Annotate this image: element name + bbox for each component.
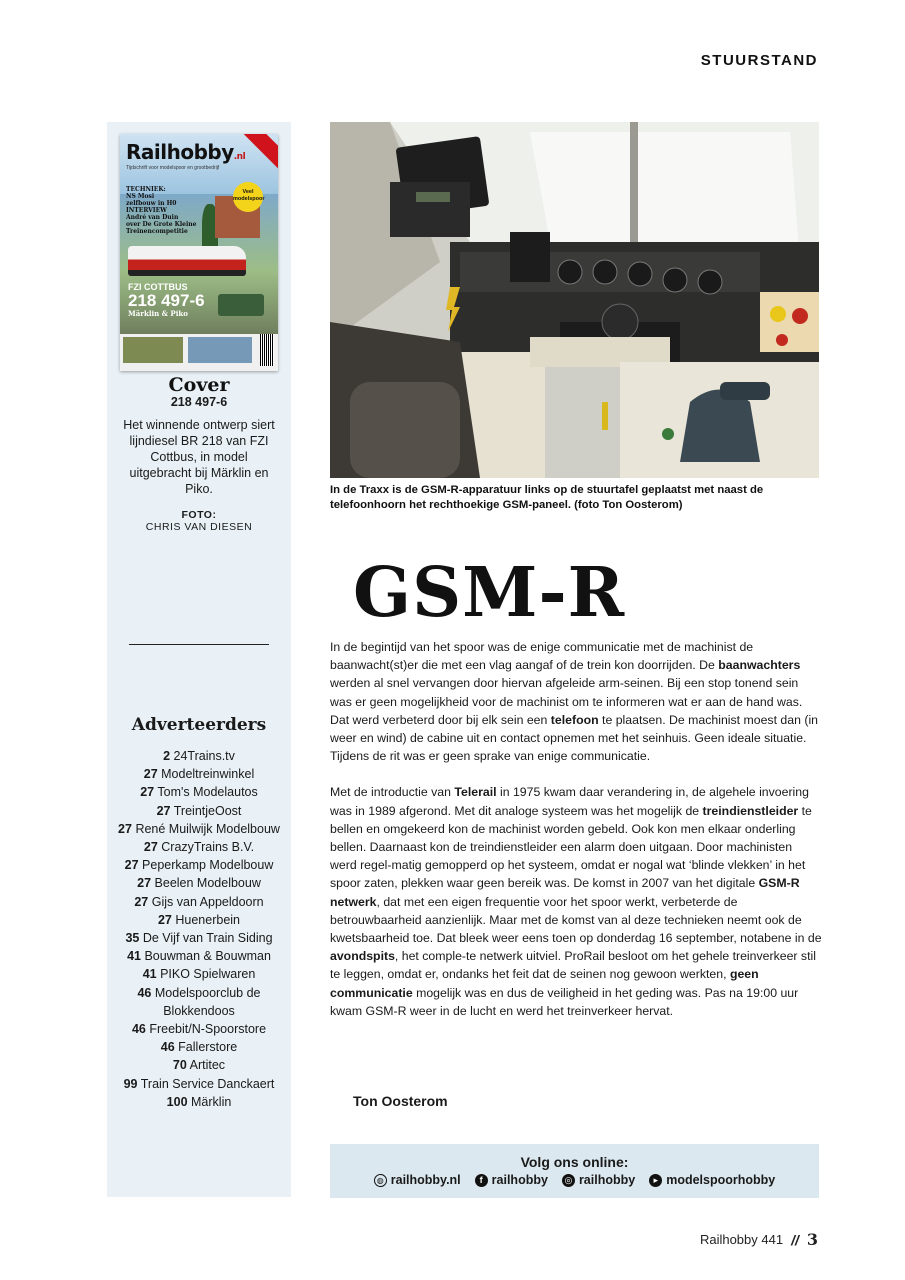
- article-author: Ton Oosterom: [353, 1093, 448, 1109]
- youtube-icon: ▸: [649, 1174, 662, 1187]
- article-headline: GSM-R: [353, 553, 626, 633]
- page-footer: [700, 1230, 818, 1249]
- cover-sticker: Veel modelspoor: [233, 182, 263, 212]
- page-number: 3: [806, 1230, 818, 1249]
- article-keyword: treindienstleider: [702, 803, 799, 818]
- photo-label: FOTO:: [181, 509, 217, 521]
- advertiser-item: [107, 1038, 291, 1056]
- cover-blurb-line: André van Duin: [126, 214, 179, 221]
- advertiser-name: Huenerbein: [175, 912, 241, 927]
- cover-image: [120, 134, 278, 371]
- photo-credit: CHRIS VAN DIESEN: [145, 521, 253, 533]
- advertiser-page: 27: [134, 894, 149, 909]
- social-link[interactable]: [562, 1173, 635, 1187]
- advertiser-name: Gijs van Appeldoorn: [151, 894, 264, 909]
- cover-blurb-line: TECHNIEK:: [126, 186, 166, 193]
- barcode: [260, 334, 274, 366]
- advertisers-list: [107, 747, 291, 1111]
- social-link-label: railhobby.nl: [390, 1173, 461, 1187]
- article-keyword: Telerail: [454, 785, 497, 800]
- advertiser-name: CrazyTrains B.V.: [161, 840, 255, 855]
- advertiser-page: 46: [131, 1022, 146, 1037]
- cover-description: Het winnende ontwerp siert lijndiesel BR 218 van FZI Cottbus, in model uitgebracht bij Märklin en Piko.: [123, 418, 275, 496]
- advertiser-name: Beelen Modelbouw: [154, 876, 261, 891]
- cover-thumbnail: [123, 337, 183, 363]
- advertiser-item: [107, 856, 291, 874]
- cover-blurb-line: over De Grote Kleine: [126, 221, 197, 228]
- advertiser-name: Freebit/N-Spoorstore: [149, 1022, 267, 1037]
- advertiser-name: Tom's Modelautos: [157, 785, 258, 800]
- advertiser-name: Peperkamp Modelbouw: [142, 858, 274, 873]
- advertiser-item: [107, 1075, 291, 1093]
- advertiser-name: Modelspoorclub de Blokkendoos: [154, 985, 261, 1018]
- advertiser-name: Fallerstore: [178, 1040, 238, 1055]
- cover-locomotive: [128, 246, 246, 276]
- cover-blurb-line: Treinencompetitie: [126, 228, 188, 235]
- advertiser-page: 27: [157, 912, 172, 927]
- article-text: In de begintijd van het spoor was de enige communicatie met de machinist de baanwacht(st)er die met een vlag aangaf of de trein kon doorrijden. De: [330, 640, 754, 673]
- advertiser-page: 27: [118, 821, 132, 836]
- social-link[interactable]: [374, 1173, 461, 1187]
- advertiser-item: [107, 820, 291, 838]
- sidebar: [107, 122, 291, 1197]
- advertiser-page: 35: [125, 931, 140, 946]
- article-keyword: GSM-R netwerk: [330, 876, 800, 909]
- article-text: in 1975 kwam daar verandering in, de algehele invoering was in 1989 afgerond. Met dit analoge systeem was het mogelijk de: [330, 785, 809, 818]
- facebook-icon: f: [475, 1174, 488, 1187]
- cover-title: Cover: [168, 374, 230, 396]
- cover-blurb-line: NS Mosi: [126, 193, 155, 200]
- article-keyword: baanwachters: [718, 658, 801, 673]
- advertiser-page: 27: [124, 858, 139, 873]
- advertiser-item: [107, 747, 291, 765]
- advertiser-item: [107, 783, 291, 801]
- advertiser-name: Bouwman & Bouwman: [144, 949, 271, 964]
- article-text: werden al snel vervangen door hiervan afgeleide arm-seinen. Bij een stop tonend sein was er geen mogelijkheid voor de machinist om te informeren wat er aan de hand was. Dat werd verbeterd door bij elk sein een: [330, 676, 803, 727]
- advertiser-name: Train Service Danckaert: [140, 1076, 275, 1091]
- social-link-label: modelspoorhobby: [666, 1173, 776, 1187]
- cover-blurb: [126, 186, 206, 235]
- cover-blurb-line: zelfbouw in H0: [126, 200, 177, 207]
- article-paragraph: [330, 783, 822, 1020]
- advertiser-page: 27: [143, 840, 158, 855]
- cover-number: 218 497-6: [170, 395, 228, 409]
- advertiser-item: [107, 1093, 291, 1111]
- follow-online-box: [330, 1144, 819, 1198]
- photo-caption: In de Traxx is de GSM-R-apparatuur links op de stuurtafel geplaatst met naast de telefoonhoorn het rechthoekige GSM-paneel. (foto Ton Oosterom): [330, 484, 764, 511]
- advertiser-name: Artitec: [189, 1058, 226, 1073]
- article-text: Met de introductie van: [330, 785, 455, 800]
- cover-blurb-line: INTERVIEW: [126, 207, 167, 214]
- advertiser-item: [107, 765, 291, 783]
- advertiser-item: [107, 929, 291, 947]
- social-link[interactable]: [649, 1173, 775, 1187]
- cover-thumbnail: [188, 337, 252, 363]
- advertiser-page: 27: [140, 785, 155, 800]
- advertiser-page: 70: [172, 1058, 187, 1073]
- advertiser-page: 41: [142, 967, 157, 982]
- advertiser-name: De Vijf van Train Siding: [142, 931, 273, 946]
- globe-icon: ◍: [374, 1174, 387, 1187]
- instagram-icon: ◎: [562, 1174, 575, 1187]
- advertiser-page: 46: [160, 1040, 175, 1055]
- advertiser-page: 27: [143, 767, 158, 782]
- cab-photo: [330, 122, 819, 478]
- social-link[interactable]: [475, 1173, 548, 1187]
- social-links: [330, 1173, 819, 1187]
- footer-separator: //: [791, 1231, 799, 1248]
- article-text: te plaatsen. De machinist moest dan (in weer en wind) de cabine uit en contact opnemen met het seinhuis. Geen ideale situatie. Tijdens de rit was er geen sprake van enige communicatie.: [330, 712, 819, 764]
- advertiser-page: 2: [163, 749, 171, 763]
- article-keyword: telefoon: [550, 712, 599, 727]
- advertiser-name: René Muilwijk Modelbouw: [135, 821, 280, 836]
- advertiser-name: Märklin: [191, 1094, 232, 1109]
- article-body: [330, 638, 822, 1038]
- advertiser-item: [107, 1056, 291, 1074]
- advertiser-name: 24Trains.tv: [173, 749, 235, 763]
- advertiser-page: 99: [123, 1076, 138, 1091]
- advertiser-name: Modeltreinwinkel: [161, 767, 255, 782]
- article-text: , het comple-te netwerk uitviel. ProRail besloot om het gehele treinverkeer stil te leggen, omdat er, ondanks het feit dat de seinen nog gewoon werkten,: [330, 949, 816, 982]
- social-link-label: railhobby: [578, 1173, 636, 1187]
- advertiser-name: TreintjeOost: [173, 803, 242, 818]
- advertiser-item: [107, 965, 291, 983]
- advertisers-title: Adverteerders: [131, 715, 267, 735]
- advertiser-item: [107, 838, 291, 856]
- social-link-label: railhobby: [491, 1173, 548, 1187]
- article-keyword: geen communicatie: [330, 967, 759, 1000]
- article-text: te bellen en omgekeerd kon de machinist worden gebeld. Ook kon men elkaar onderling bellen. Daarnaast kon de treindienstleider een alarm doen uitgaan. Door machinisten werd regel-matig gemopperd op het systeem, omdat er nogal wat ‘blinde vlekken’ in het spoor zaten, plekken waar geen bereik was. De komst in 2007 van het digitale: [330, 803, 812, 891]
- advertiser-item: [107, 1020, 291, 1038]
- magazine-issue: Railhobby 441: [699, 1232, 784, 1247]
- cover-tagline: Tijdschrift voor modelspoor en grootbedrijf: [126, 165, 220, 171]
- advertiser-page: 46: [137, 985, 152, 1000]
- advertiser-item: [107, 874, 291, 892]
- advertiser-page: 100: [166, 1094, 188, 1109]
- article-keyword: avondspits: [330, 949, 395, 964]
- follow-title: Volg ons online:: [520, 1154, 629, 1170]
- advertiser-page: 41: [127, 949, 141, 964]
- advertiser-item: [107, 802, 291, 820]
- advertiser-item: [107, 911, 291, 929]
- advertiser-page: 27: [156, 803, 171, 818]
- cover-headline: FZI COTTBUS 218 497-6 Märklin & Piko: [128, 282, 205, 318]
- advertiser-item: [107, 947, 291, 965]
- advertiser-page: 27: [137, 876, 152, 891]
- article-text: , dat met een eigen frequentie voor het spoor werkt, verbeterde de betrouwbaarheid aanzienlijk. Maar met de komst van al deze technieken neemt ook de kwetsbaarheid toe. Dat bleek weer eens toen op donderdag 16 september, notabene in de: [330, 894, 822, 946]
- divider: [129, 644, 269, 645]
- cab-photo-illustration: [330, 122, 819, 478]
- cover-small-locomotive: [218, 294, 264, 316]
- article-text: mogelijk was en dus de veiligheid in het geding was. Pas na 19:00 uur kwam GSM-R weer in de lucht en werd het treinverkeer hervat.: [330, 985, 799, 1018]
- advertiser-name: PIKO Spielwaren: [160, 967, 256, 982]
- article-paragraph: [330, 638, 822, 765]
- advertiser-item: [107, 984, 291, 1020]
- cover-brand-logo: Railhobby.nl: [126, 140, 246, 164]
- advertiser-item: [107, 893, 291, 911]
- section-label: STUURSTAND: [700, 52, 818, 69]
